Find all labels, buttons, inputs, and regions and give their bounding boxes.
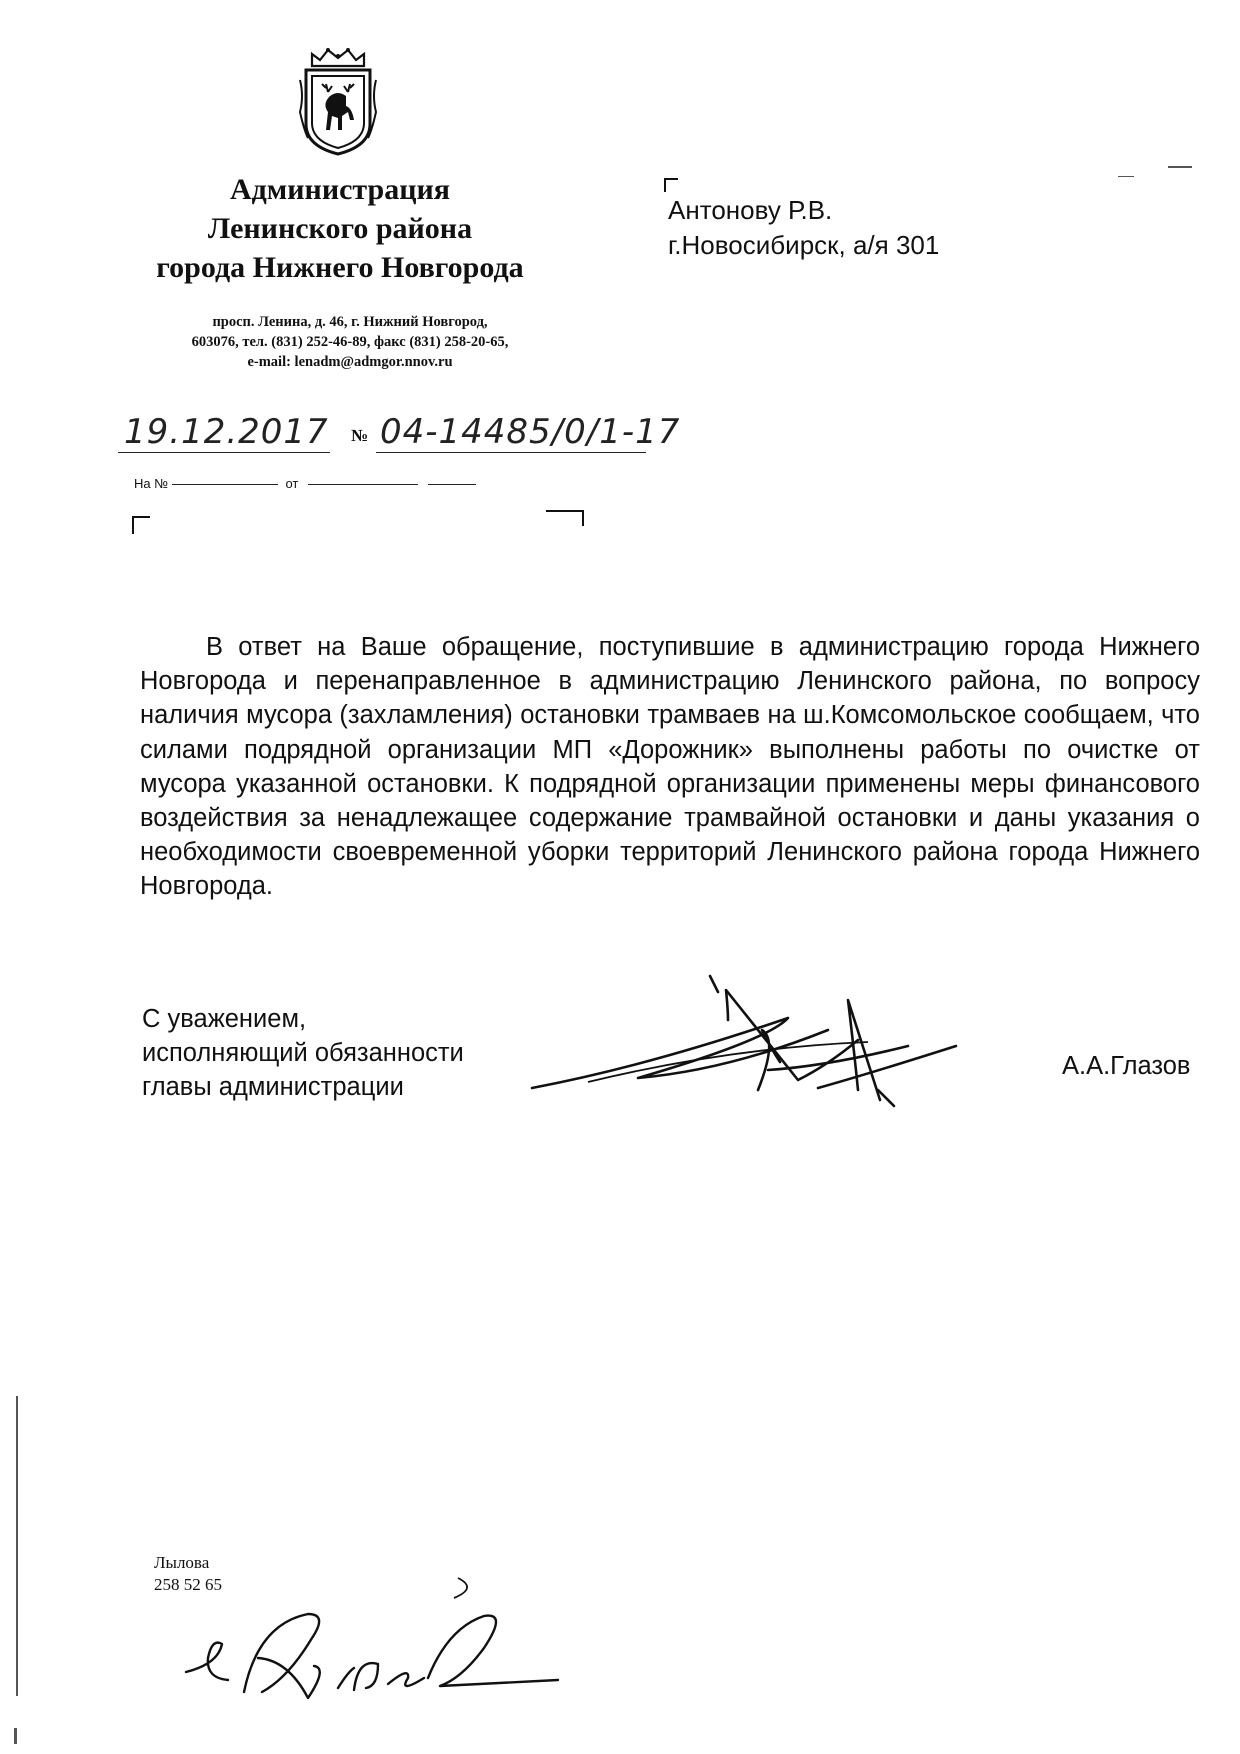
number-sign: № bbox=[351, 426, 369, 445]
recipient-address: г.Новосибирск, а/я 301 bbox=[668, 230, 940, 260]
recipient-corner-mark bbox=[664, 178, 678, 192]
number-underline bbox=[376, 452, 646, 453]
handwritten-signature bbox=[528, 970, 968, 1110]
reference-on-label: На № bbox=[134, 476, 169, 491]
date-underline bbox=[118, 452, 330, 453]
scan-margin-line bbox=[16, 1396, 18, 1696]
signer-name: А.А.Глазов bbox=[1062, 1052, 1191, 1080]
letter-body: В ответ на Ваше обращение, поступившие в администрацию города Нижнего Новгорода и перенаправленное в администрацию Ленинского района, по вопросу наличия мусора (захламления) остановки трамваев на ш.Комсомольское сообщаем, что силами подрядной организации МП «Дорожник» выполнены работы по очистке от мусора указанной остановки. К подрядной организации применены меры финансового воздействия за ненадлежащее содержание трамвайной остановки и даны указания о необходимости своевременной уборки территорий Ленинского района города Нижнего Новгорода. bbox=[140, 633, 1200, 901]
organization-name bbox=[110, 170, 570, 287]
org-name-line: города Нижнего Новгорода bbox=[156, 251, 524, 284]
signer-position: исполняющий обязанности bbox=[142, 1039, 464, 1067]
subject-corner-right bbox=[546, 510, 584, 526]
scan-artifact bbox=[1168, 166, 1192, 168]
address-line: e-mail: lenadm@admgor.nnov.ru bbox=[247, 354, 453, 370]
scan-artifact bbox=[1118, 176, 1134, 177]
org-name-line: Администрация bbox=[229, 173, 451, 206]
reference-year-blank bbox=[428, 484, 476, 485]
visa-signature bbox=[178, 1568, 568, 1718]
reference-from-label: от bbox=[285, 476, 299, 491]
address-line: просп. Ленина, д. 46, г. Нижний Новгород, bbox=[212, 314, 488, 330]
registration-line bbox=[118, 412, 718, 458]
reference-date-blank bbox=[308, 484, 418, 485]
executor-name: Лылова bbox=[154, 1553, 210, 1572]
recipient-name: Антонову Р.В. bbox=[668, 195, 833, 225]
signer-position: главы администрации bbox=[142, 1073, 404, 1101]
closing-phrase: С уважением, bbox=[142, 1005, 307, 1033]
recipient-block bbox=[668, 193, 939, 263]
signature-block bbox=[142, 1002, 464, 1104]
org-name-line: Ленинского района bbox=[207, 212, 473, 245]
address-line: 603076, тел. (831) 252-46-89, факс (831) 258-20-65, bbox=[191, 334, 509, 350]
registration-date: 19.12.2017 bbox=[124, 412, 329, 452]
reference-number-blank bbox=[172, 484, 278, 485]
registration-number: 04-14485/0/1-17 bbox=[380, 412, 681, 452]
organization-address bbox=[130, 312, 570, 372]
scan-artifact bbox=[14, 1728, 17, 1744]
reference-line bbox=[134, 476, 476, 491]
executor-phone: 258 52 65 bbox=[154, 1575, 222, 1594]
coat-of-arms-emblem bbox=[298, 46, 378, 158]
subject-corner-left bbox=[132, 516, 150, 534]
